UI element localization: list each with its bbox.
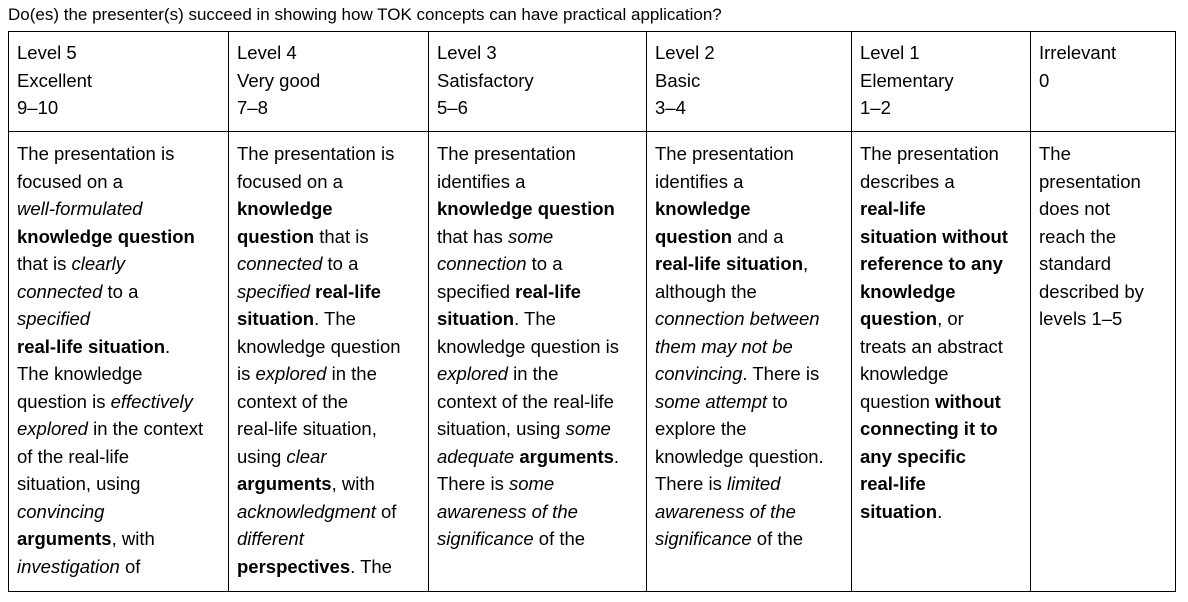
descriptor-line [237,195,428,223]
bold-text: knowledge [237,198,333,219]
italic-text: explored [17,418,88,439]
text: in the context [87,418,204,439]
bold-text: real-life situation [655,253,804,274]
text: , or [937,308,964,329]
descriptor-line [437,223,646,251]
text: of the real-life [17,445,130,467]
text: question is [17,390,111,412]
text: The presentation [860,143,999,164]
descriptor-line [860,195,1030,223]
descriptor-line [860,360,1030,388]
score-range: 5–6 [437,97,468,118]
descriptor-line [237,168,428,196]
descriptor-line [437,278,646,306]
level-label: Level 5 [17,42,77,63]
descriptor-line [237,360,428,388]
text: to a [526,253,563,274]
descriptor-line [237,553,428,581]
bold-text: real-life [515,280,581,302]
descriptor-line [437,443,646,471]
italic-text: significance [437,528,534,549]
bold-text: real-life [860,198,926,219]
text: The presentation is [237,143,395,164]
descriptor-line [17,525,228,553]
score-range: 7–8 [237,97,268,118]
score-range: 1–2 [860,97,891,118]
italic-text: specified [237,280,311,302]
bold-text: arguments [17,528,112,549]
text: describes a [860,170,955,192]
level-4-descriptor [229,132,429,592]
grade-label: Excellent [17,69,93,91]
text: situation, using [437,418,566,439]
bold-text: reference to any [860,253,1003,274]
level-3-descriptor [429,132,647,592]
text: to a [322,253,359,274]
descriptor-line [655,140,851,168]
text: knowledge question [237,335,401,357]
bold-text: real-life [860,473,926,494]
score-range: 3–4 [655,97,686,118]
text: of the [533,528,586,549]
bold-text: real-life situation [17,335,166,357]
italic-text: connected [237,253,323,274]
descriptor-line [860,443,1030,471]
level-4-header [229,32,429,132]
bold-text: knowledge question [437,198,615,219]
text: to a [102,280,139,302]
descriptor-line [17,443,228,471]
descriptor-line [437,498,646,526]
italic-text: well-formulated [17,198,143,219]
italic-text: convincing [655,363,743,384]
descriptor-line [860,168,1030,196]
text: . [937,500,943,522]
italic-text: connected [17,280,103,302]
bold-text: real-life [315,280,381,302]
descriptor-line [860,388,1030,416]
rubric-header-row [9,32,1176,132]
italic-text: limited [726,473,781,494]
descriptor-line [1039,168,1175,196]
descriptor-line [237,305,428,333]
descriptor-line [655,250,851,278]
italic-text: specified [17,308,91,329]
italic-text: effectively [110,390,193,412]
text: and a [732,225,784,247]
italic-text: investigation [17,555,120,577]
text: is [237,363,256,384]
text: of the [751,528,804,549]
descriptor-line [655,223,851,251]
italic-text: awareness of the [655,500,796,522]
descriptor-line [1039,305,1175,333]
bold-text: knowledge [860,280,956,302]
descriptor-line [860,250,1030,278]
descriptor-line [860,223,1030,251]
level-1-descriptor [852,132,1031,592]
descriptor-line [17,278,228,306]
bold-text: question [655,225,733,247]
bold-text: perspectives [237,555,351,577]
text: , with [111,528,155,549]
text: does not [1039,198,1110,219]
descriptor-line [437,388,646,416]
text: that is [314,225,369,247]
descriptor-line [655,443,851,471]
descriptor-line [17,305,228,333]
descriptor-line [437,195,646,223]
descriptor-line [17,553,228,581]
descriptor-line [437,168,646,196]
text: . The [350,555,392,577]
irrelevant-descriptor [1031,132,1176,592]
text: . [613,445,620,467]
descriptor-line [860,333,1030,361]
descriptor-line [437,470,646,498]
text: question [860,390,936,412]
text: in the [326,363,377,384]
descriptor-line [860,498,1030,526]
descriptor-line [17,498,228,526]
text: knowledge question is [437,335,620,357]
text: , [803,253,809,274]
descriptor-line [655,470,851,498]
level-label: Level 2 [655,42,715,63]
italic-text: clearly [71,253,125,274]
text: in the [507,363,559,384]
descriptor-line [437,140,646,168]
descriptor-line [237,525,428,553]
bold-text: connecting it to [860,418,998,439]
descriptor-line [237,443,428,471]
bold-text: arguments [237,473,332,494]
text: that has [437,225,508,247]
descriptor-line [655,195,851,223]
bold-text: any specific [860,445,966,467]
bold-text: knowledge question [17,225,195,247]
descriptor-line [655,388,851,416]
text: of [119,555,141,577]
descriptor-line [237,388,428,416]
text: standard [1039,253,1111,274]
descriptor-line [437,250,646,278]
descriptor-line [437,305,646,333]
italic-text: different [237,528,304,549]
descriptor-line [1039,278,1175,306]
text: focused on a [17,170,123,192]
text: . The [314,308,356,329]
italic-text: awareness of the [437,500,578,522]
descriptor-line [17,470,228,498]
descriptor-line [17,360,228,388]
italic-text: connection [437,253,527,274]
text: The knowledge [17,363,143,384]
text: although the [655,280,757,302]
descriptor-line [237,333,428,361]
descriptor-line [237,223,428,251]
text: The presentation is [17,143,175,164]
level-label: Level 4 [237,42,297,63]
descriptor-line [655,525,851,553]
text: presentation [1039,170,1141,192]
descriptor-line [437,360,646,388]
text: . [165,335,171,357]
descriptor-line [860,140,1030,168]
descriptor-line [17,168,228,196]
grade-label: 0 [1039,69,1050,91]
italic-text: some [507,225,554,247]
descriptor-line [860,305,1030,333]
text: There is [437,473,509,494]
descriptor-line [17,388,228,416]
text: explore the [655,418,747,439]
descriptor-line [655,360,851,388]
descriptor-line [860,415,1030,443]
bold-text: situation [437,308,515,329]
text: The presentation [655,143,794,164]
bold-text: situation [860,500,938,522]
grade-label: Satisfactory [437,69,534,91]
level-label: Irrelevant [1039,42,1117,63]
level-2-descriptor [647,132,852,592]
italic-text: connection between [655,308,820,329]
descriptor-line [17,140,228,168]
text: identifies a [437,170,526,192]
text: The presentation [437,143,576,164]
text: , with [331,473,375,494]
descriptor-line [655,305,851,333]
italic-text: explored [437,363,508,384]
descriptor-line [1039,140,1175,168]
text: focused on a [237,170,343,192]
text: using [237,445,287,467]
text: to [767,390,788,412]
descriptor-line [17,415,228,443]
text: reach the [1039,225,1117,247]
descriptor-line [437,525,646,553]
level-1-header [852,32,1031,132]
text: knowledge [860,363,949,384]
text: specified [437,280,516,302]
text: real-life situation, [237,418,377,439]
descriptor-line [860,278,1030,306]
descriptor-line [655,168,851,196]
grade-label: Elementary [860,69,954,91]
descriptor-line [655,333,851,361]
descriptor-line [437,415,646,443]
descriptor-line [237,470,428,498]
descriptor-line [1039,195,1175,223]
level-3-header [429,32,647,132]
rubric-descriptor-row [9,132,1176,592]
irrelevant-header [1031,32,1176,132]
descriptor-line [655,498,851,526]
descriptor-line [437,333,646,361]
italic-text: explored [255,363,327,384]
descriptor-line [1039,250,1175,278]
bold-text: question [860,308,938,329]
italic-text: them may not be [655,335,793,357]
descriptor-line [17,223,228,251]
descriptor-line [17,195,228,223]
level-5-descriptor [9,132,229,592]
score-range: 9–10 [17,97,59,118]
italic-text: some [565,418,611,439]
text: . There is [742,363,820,384]
descriptor-line [237,250,428,278]
descriptor-line [237,278,428,306]
descriptor-line [17,250,228,278]
level-2-header [647,32,852,132]
grade-label: Very good [237,69,321,91]
text: situation, using [17,473,141,494]
italic-text: some [508,473,555,494]
rubric-question: Do(es) the presenter(s) succeed in showing how TOK concepts can have practical application? [8,5,722,24]
bold-text: knowledge [655,198,751,219]
text: described by [1039,280,1144,302]
descriptor-line [655,278,851,306]
level-5-header [9,32,229,132]
descriptor-line [1039,223,1175,251]
italic-text: acknowledgment [237,500,376,522]
bold-text: situation without [860,225,1008,247]
grade-label: Basic [655,69,701,91]
text: context of the [237,390,349,412]
text: . The [514,308,556,329]
italic-text: some attempt [655,390,768,412]
rubric-table [8,31,1176,592]
bold-text: without [935,390,1001,412]
text: knowledge question. [655,445,824,467]
text: There is [655,473,727,494]
bold-text: arguments [519,445,614,467]
italic-text: adequate [437,445,515,467]
descriptor-line [860,470,1030,498]
text: of [375,500,397,522]
text: The [1039,143,1071,164]
italic-text: convincing [17,500,105,522]
text: context of the real-life [437,390,614,412]
bold-text: question [237,225,315,247]
descriptor-line [237,140,428,168]
text: treats an abstract [860,335,1003,357]
descriptor-line [17,333,228,361]
text: levels 1–5 [1039,308,1123,329]
bold-text: situation [237,308,315,329]
text: that is [17,253,72,274]
level-label: Level 1 [860,42,920,63]
italic-text: significance [655,528,752,549]
level-label: Level 3 [437,42,497,63]
descriptor-line [237,498,428,526]
descriptor-line [237,415,428,443]
text: identifies a [655,170,744,192]
descriptor-line [655,415,851,443]
italic-text: clear [286,445,327,467]
